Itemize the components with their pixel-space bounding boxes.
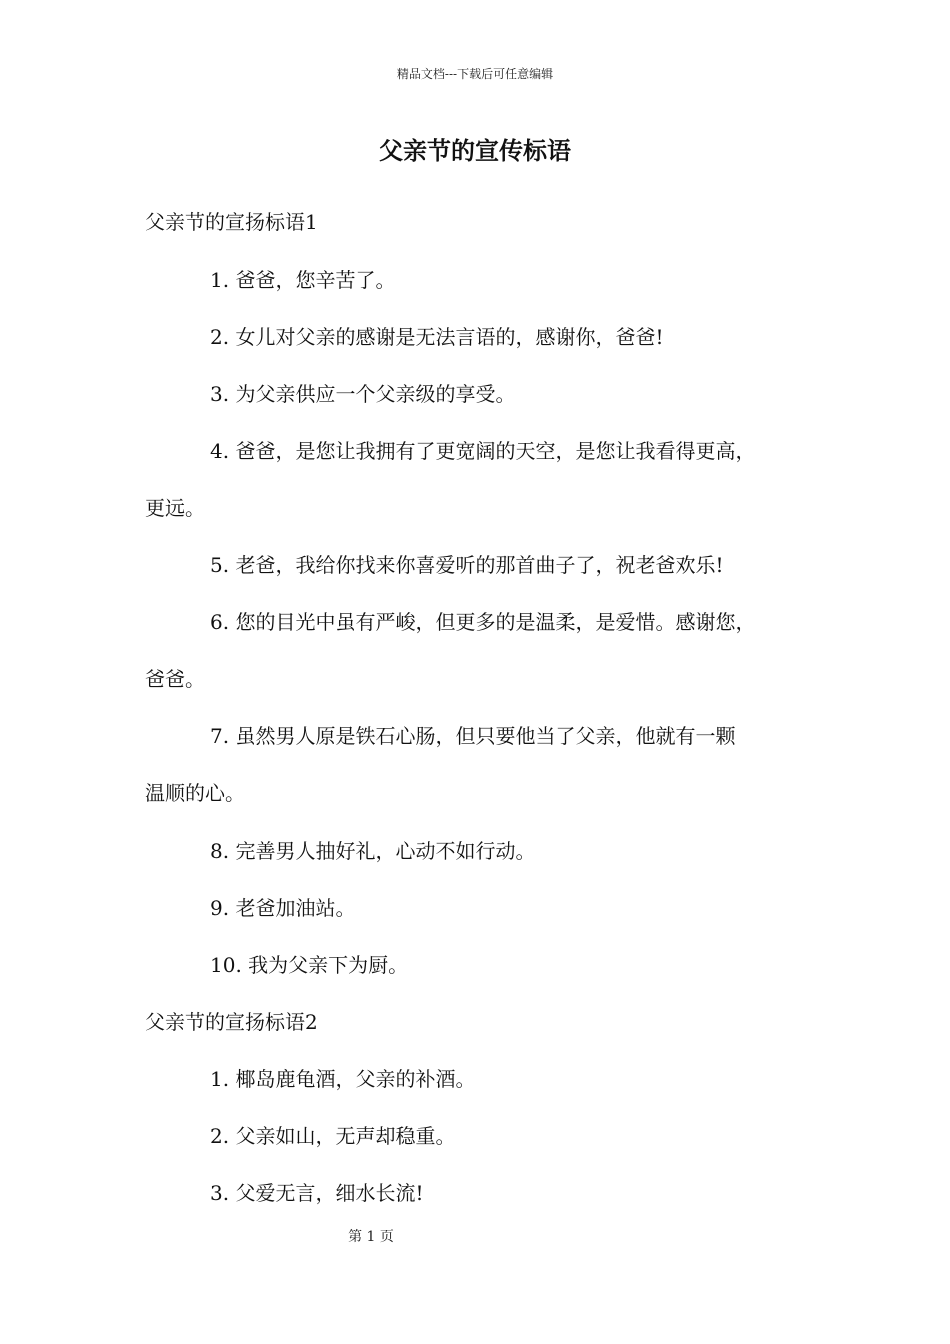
slogan-item: 6. 您的目光中虽有严峻，但更多的是温柔，是爱惜。感谢您， (210, 610, 756, 634)
section-heading-1: 父亲节的宣扬标语1 (145, 210, 318, 234)
slogan-item: 1. 爸爸，您辛苦了。 (210, 268, 396, 292)
slogan-item: 5. 老爸，我给你找来你喜爱听的那首曲子了，祝老爸欢乐! (210, 553, 724, 577)
slogan-item: 9. 老爸加油站。 (210, 896, 356, 920)
slogan-item: 3. 父爱无言，细水长流! (210, 1181, 424, 1205)
slogan-item: 2. 女儿对父亲的感谢是无法言语的，感谢你，爸爸! (210, 325, 664, 349)
header-note: 精品文档---下载后可任意编辑 (396, 67, 554, 81)
section-heading-2: 父亲节的宣扬标语2 (145, 1010, 318, 1034)
page-number: 第 1 页 (348, 1229, 394, 1245)
slogan-item: 3. 为父亲供应一个父亲级的享受。 (210, 382, 516, 406)
slogan-item: 10. 我为父亲下为厨。 (210, 953, 409, 977)
slogan-item: 4. 爸爸，是您让我拥有了更宽阔的天空，是您让我看得更高， (210, 439, 756, 463)
slogan-item-continued: 爸爸。 (145, 667, 205, 691)
slogan-item: 7. 虽然男人原是铁石心肠，但只要他当了父亲，他就有一颗 (210, 724, 736, 748)
slogan-item: 8. 完善男人抽好礼，心动不如行动。 (210, 839, 536, 863)
slogan-item-continued: 温顺的心。 (145, 781, 245, 805)
page-title: 父亲节的宣传标语 (379, 136, 571, 165)
slogan-item-continued: 更远。 (145, 496, 205, 520)
slogan-item: 2. 父亲如山，无声却稳重。 (210, 1124, 456, 1148)
slogan-item: 1. 椰岛鹿龟酒，父亲的补酒。 (210, 1067, 476, 1091)
